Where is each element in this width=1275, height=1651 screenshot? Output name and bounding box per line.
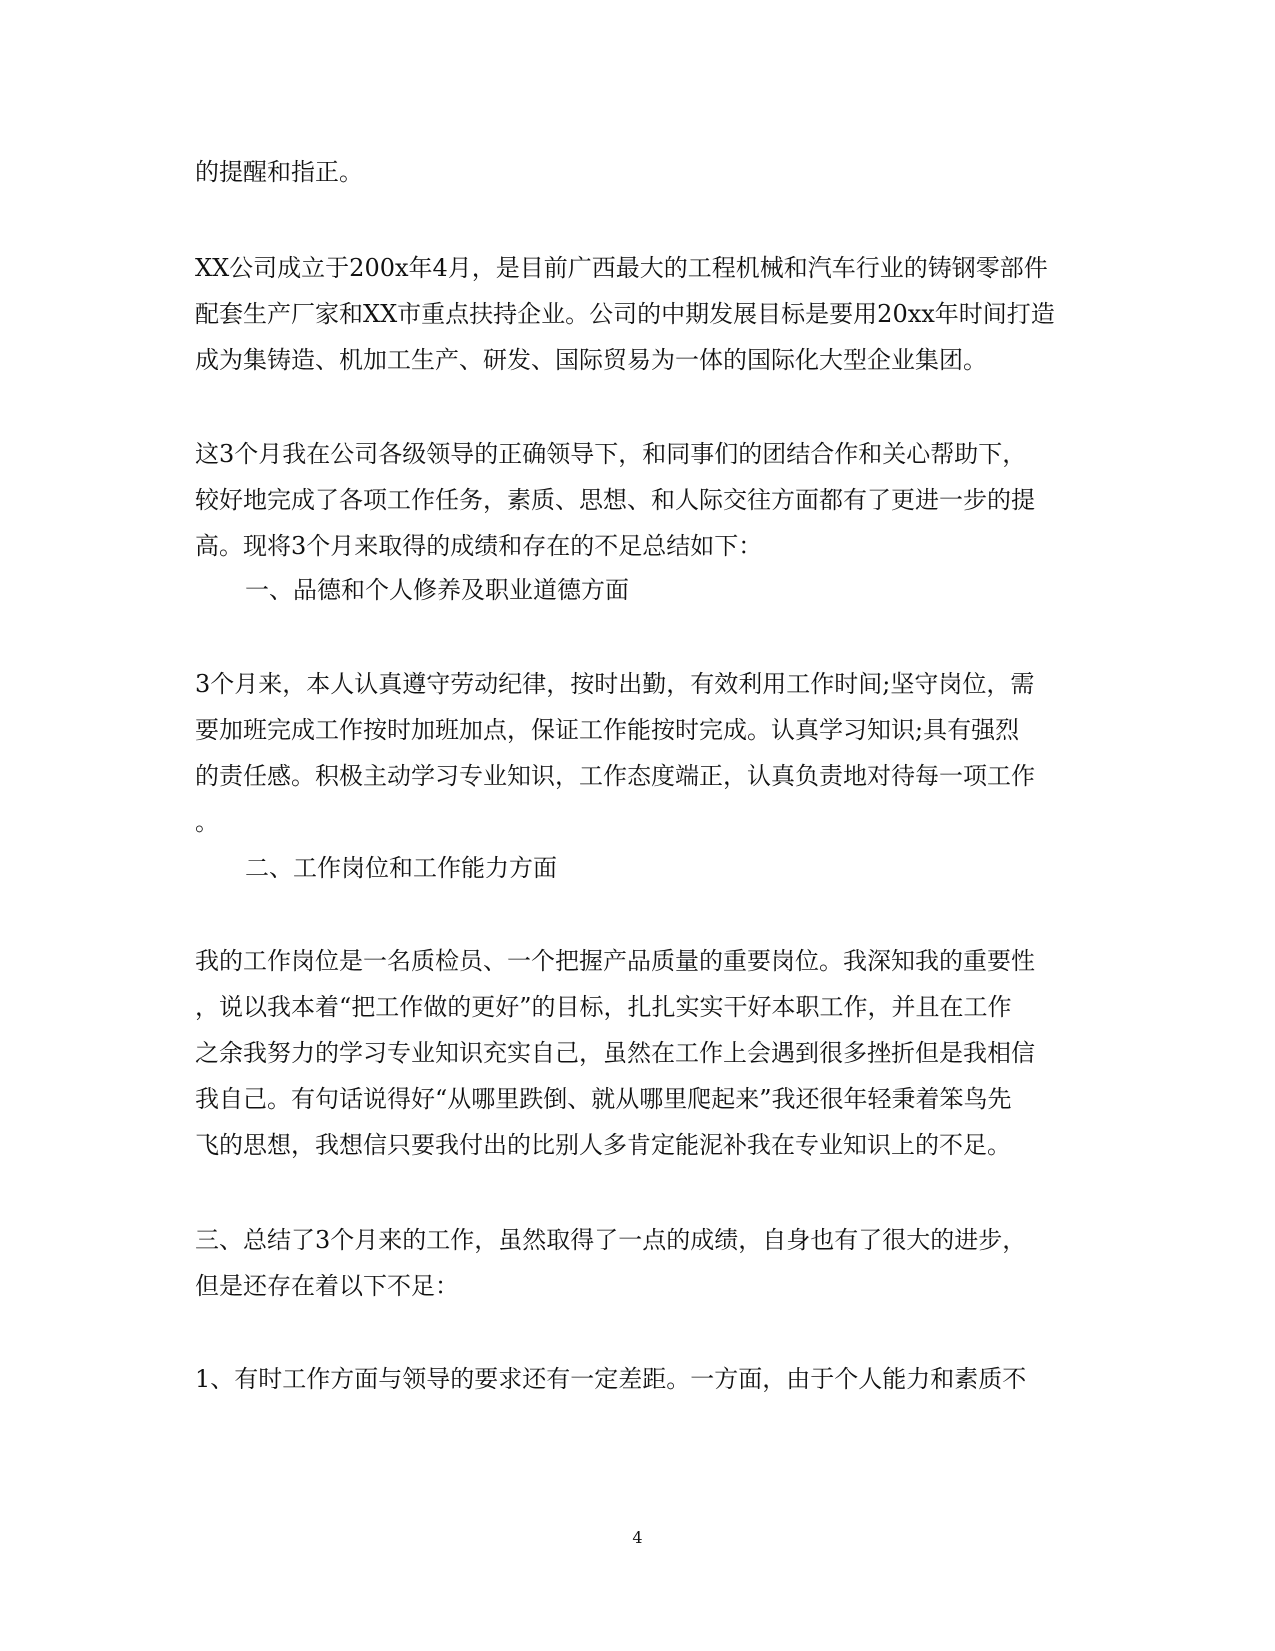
section-heading: 一、品德和个人修养及职业道德方面 (245, 576, 629, 604)
text-line: 高。现将3个月来取得的成绩和存在的不足总结如下： (195, 532, 763, 560)
text-line: XX公司成立于200x年4月，是目前广西最大的工程机械和汽车行业的铸钢零部件 (195, 254, 1048, 282)
text-line: 1、有时工作方面与领导的要求还有一定差距。一方面，由于个人能力和素质不 (195, 1365, 1027, 1393)
text-line: 配套生产厂家和XX市重点扶持企业。公司的中期发展目标是要用20xx年时间打造 (195, 300, 1055, 328)
text-line: 成为集铸造、机加工生产、研发、国际贸易为一体的国际化大型企业集团。 (195, 346, 987, 374)
text-line: 。 (195, 808, 219, 836)
text-line: 之余我努力的学习专业知识充实自己，虽然在工作上会遇到很多挫折但是我相信 (195, 1039, 1035, 1067)
text-line: 我的工作岗位是一名质检员、一个把握产品质量的重要岗位。我深知我的重要性 (195, 947, 1035, 975)
text-line: 但是还存在着以下不足： (195, 1272, 459, 1300)
text-line: 的责任感。积极主动学习专业知识，工作态度端正，认真负责地对待每一项工作 (195, 762, 1035, 790)
text-line: 较好地完成了各项工作任务，素质、思想、和人际交往方面都有了更进一步的提 (195, 486, 1035, 514)
text-line: 这3个月我在公司各级领导的正确领导下，和同事们的团结合作和关心帮助下， (195, 440, 1027, 468)
page-number: 4 (632, 1528, 643, 1547)
text-line: 的提醒和指正。 (195, 158, 363, 186)
text-line: 三、总结了3个月来的工作，虽然取得了一点的成绩，自身也有了很大的进步， (195, 1226, 1027, 1254)
text-line: 我自己。有句话说得好“从哪里跌倒、就从哪里爬起来”我还很年轻秉着笨鸟先 (195, 1085, 1012, 1113)
text-line: ，说以我本着“把工作做的更好”的目标，扎扎实实干好本职工作，并且在工作 (195, 993, 1012, 1021)
text-line: 3个月来，本人认真遵守劳动纪律，按时出勤，有效利用工作时间;坚守岗位，需 (195, 670, 1035, 698)
text-line: 要加班完成工作按时加班加点，保证工作能按时完成。认真学习知识;具有强烈 (195, 716, 1020, 744)
text-line: 飞的思想，我想信只要我付出的比别人多肯定能泥补我在专业知识上的不足。 (195, 1131, 1011, 1159)
section-heading: 二、工作岗位和工作能力方面 (245, 854, 557, 882)
